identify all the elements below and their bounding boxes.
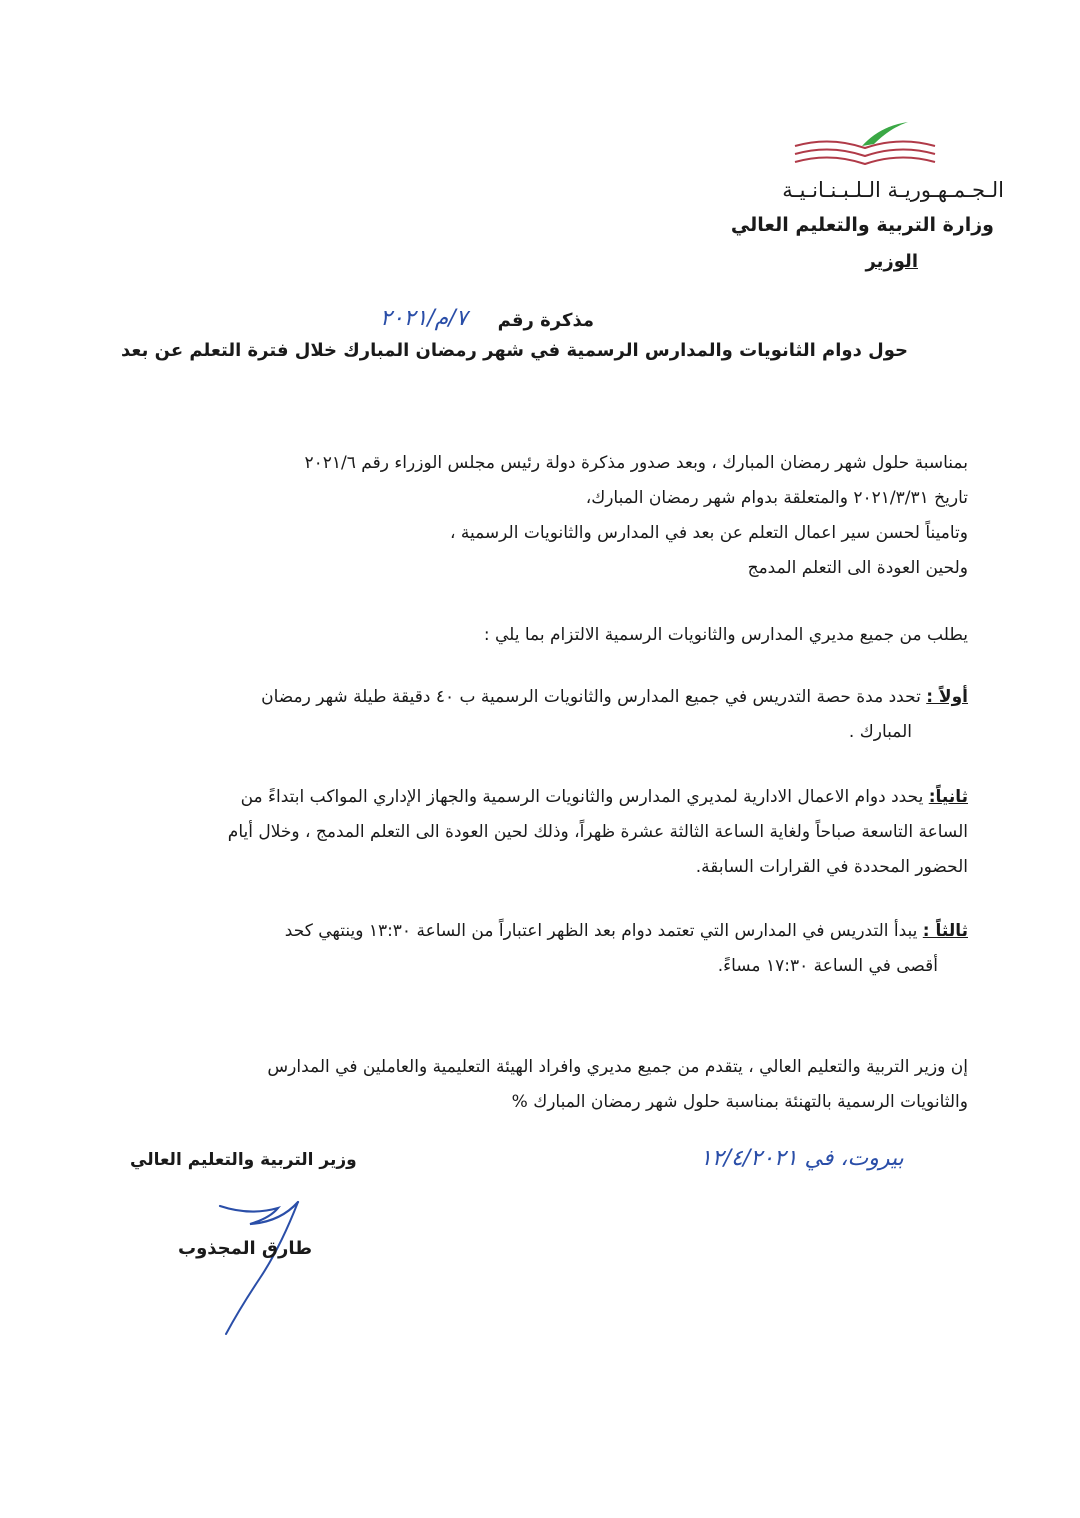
closing-paragraph bbox=[108, 1050, 968, 1120]
signatory-name: طارق المجذوب bbox=[178, 1238, 313, 1259]
open-book-leaf-logo-icon bbox=[790, 118, 940, 168]
item-continuation: أقصى في الساعة ١٧:٣٠ مساءً. bbox=[717, 956, 938, 976]
signatory-title: وزير التربية والتعليم العالي bbox=[130, 1150, 357, 1170]
item-label: ثانياً: bbox=[928, 787, 968, 807]
intro-paragraph bbox=[148, 446, 968, 586]
item-text: يبدأ التدريس في المدارس التي تعتمد دوام بعد الظهر اعتباراً من الساعة ١٣:٣٠ وينتهي كحد bbox=[284, 921, 923, 941]
intro-line: بمناسبة حلول شهر رمضان المبارك ، وبعد صدور مذكرة دولة رئيس مجلس الوزراء رقم ٢٠٢١/٦ bbox=[304, 453, 968, 473]
item-second bbox=[108, 780, 968, 885]
memo-subject: حول دوام الثانويات والمدارس الرسمية في شهر رمضان المبارك خلال فترة التعلم عن بعد bbox=[121, 340, 908, 361]
memo-number-handwritten: ٧/م/٢٠٢١ bbox=[380, 306, 468, 331]
item-continuation: المبارك . bbox=[848, 722, 912, 742]
item-first bbox=[148, 680, 968, 750]
office-title: الوزير bbox=[865, 251, 918, 272]
item-label: أولاً : bbox=[926, 687, 968, 707]
intro-line: وتاميناً لحسن سير اعمال التعلم عن بعد في المدارس والثانويات الرسمية ، bbox=[449, 523, 968, 543]
intro-line: ولحين العودة الى التعلم المدمج bbox=[747, 558, 968, 578]
country-name: الـجـمـهـوريـة الـلـبـنـانـيـة bbox=[782, 178, 1004, 202]
ministry-name: وزارة التربية والتعليم العالي bbox=[730, 214, 994, 236]
item-text: تحدد مدة حصة التدريس في جميع المدارس والثانويات الرسمية ب ٤٠ دقيقة طيلة شهر رمضان bbox=[261, 687, 927, 707]
item-continuation: الحضور المحددة في القرارات السابقة. bbox=[695, 857, 968, 877]
request-line: يطلب من جميع مديري المدارس والثانويات الرسمية الالتزام بما يلي : bbox=[483, 625, 968, 645]
handwritten-date: بيروت، في ١٢/٤/٢٠٢١ bbox=[700, 1146, 904, 1171]
item-continuation: الساعة التاسعة صباحاً ولغاية الساعة الثالثة عشرة ظهراً، وذلك لحين العودة الى التعلم المدمج ، وخلال أيام bbox=[227, 822, 968, 842]
handwritten-signature bbox=[200, 1188, 330, 1338]
item-label: ثالثاً : bbox=[922, 921, 968, 941]
item-third bbox=[158, 914, 968, 984]
closing-line: والثانويات الرسمية بالتهنئة بمناسبة حلول شهر رمضان المبارك % bbox=[511, 1092, 968, 1112]
item-text: يحدد دوام الاعمال الادارية لمديري المدارس والثانويات الرسمية والجهاز الإداري المواكب ابتداءً من bbox=[240, 787, 929, 807]
intro-line: تاريخ ٢٠٢١/٣/٣١ والمتعلقة بدوام شهر رمضان المبارك، bbox=[585, 488, 968, 508]
memo-number-label: مذكرة رقم bbox=[497, 310, 594, 331]
closing-line: إن وزير التربية والتعليم العالي ، يتقدم من جميع مديري وافراد الهيئة التعليمية والعاملين في المدارس bbox=[267, 1057, 968, 1077]
